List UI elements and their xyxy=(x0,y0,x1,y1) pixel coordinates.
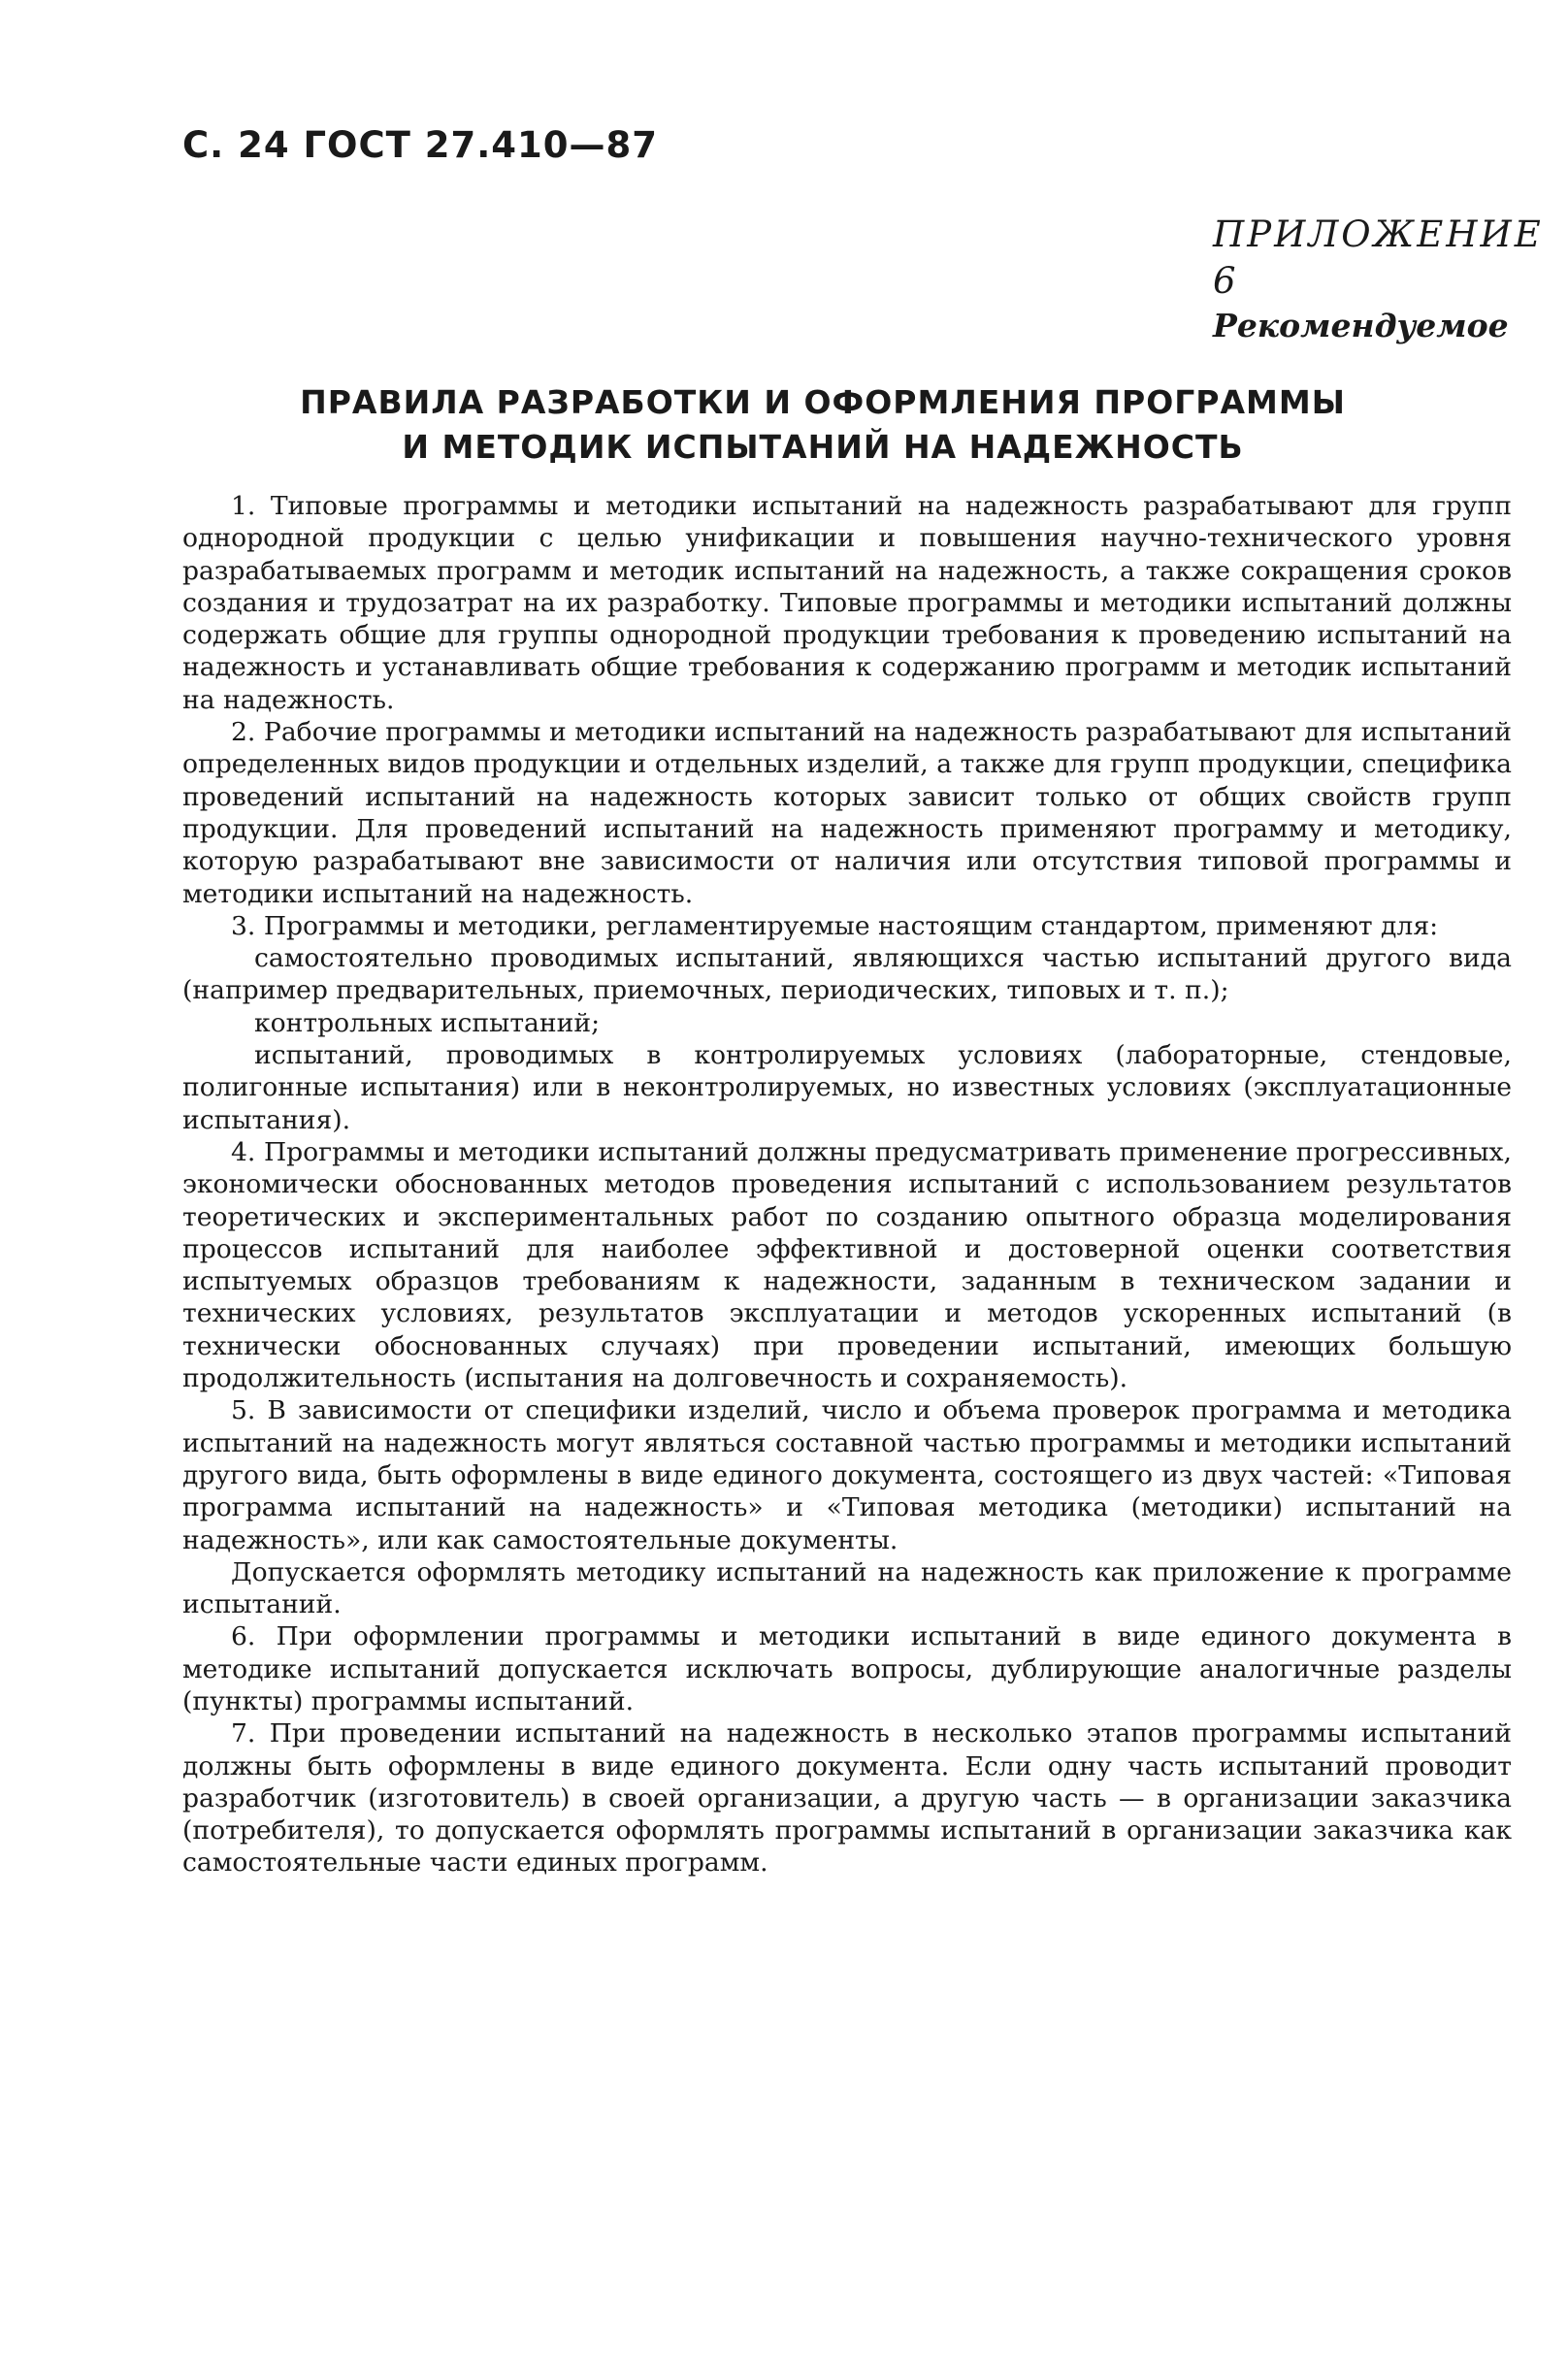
paragraph-4: 4. Программы и методики испытаний должны предусматривать применение прогрессивных, экономически обоснованных методов проведения испытаний с использованием результатов теоретических и экспериментальных работ по созданию опытного образца моделирования процессов испытаний для наиболее эффективной и достоверной оценки соответствия испытуемых образцов требованиям к надежности, заданным в техническом задании и технических условиях, результатов эксплуатации и методов ускоренных испытаний (в технически обоснованных случаях) при проведении испытаний, имеющих большую продолжительность (испытания на долговечность и сохраняемость). xyxy=(182,1136,1512,1394)
paragraph-3-item-a: самостоятельно проводимых испытаний, являющихся частью испытаний другого вида (например предварительных, приемочных, периодических, типовых и т. п.); xyxy=(182,943,1512,1006)
title-line-1: ПРАВИЛА РАЗРАБОТКИ И ОФОРМЛЕНИЯ ПРОГРАММЫ xyxy=(300,383,1346,421)
title-line-2: И МЕТОДИК ИСПЫТАНИЙ НА НАДЕЖНОСТЬ xyxy=(402,428,1244,466)
paragraph-3-item-b: контрольных испытаний; xyxy=(254,1007,601,1038)
paragraph-2: 2. Рабочие программы и методики испытаний на надежность разрабатывают для испытаний определенных видов продукции и отдельных изделий, а также для групп продукции, специфика проведений испытаний на надежность которых зависит только от общих свойств групп продукции. Для проведений испытаний на надежность применяют программу и методику, которую разрабатывают вне зависимости от наличия или отсутствия типовой программы и методики испытаний на надежность. xyxy=(182,717,1512,909)
paragraph-3: 3. Программы и методики, регламентируемые настоящим стандартом, применяют для: xyxy=(231,910,1439,941)
paragraph-5-note: Допускается оформлять методику испытаний на надежность как приложение к программе испытаний. xyxy=(182,1556,1512,1620)
paragraph-5: 5. В зависимости от специфики изделий, число и объема проверок программа и методика испытаний на надежность могут являться составной частью программы и методики испытаний другого вида, быть оформлены в виде единого документа, состоящего из двух частей: «Типовая программа испытаний на надежность» и «Типовая методика (методики) испытаний на надежность», или как самостоятельные документы. xyxy=(182,1395,1512,1555)
paragraph-3-item-c: испытаний, проводимых в контролируемых условиях (лабораторные, стендовые, полигонные испытания) или в неконтролируемых, но известных условиях (эксплуатационные испытания). xyxy=(182,1040,1512,1135)
appendix-block xyxy=(1168,212,1544,347)
paragraph-6: 6. При оформлении программы и методики испытаний в виде единого документа в методике испытаний допускается исключать вопросы, дублирующие аналогичные разделы (пункты) программы испытаний. xyxy=(182,1621,1512,1716)
document-title xyxy=(146,380,1500,470)
page-header: С. 24 ГОСТ 27.410—87 xyxy=(182,124,659,166)
appendix-label: ПРИЛОЖЕНИЕ 6 xyxy=(1213,213,1544,302)
appendix-status: Рекомендуемое xyxy=(1213,307,1509,344)
paragraph-1: 1. Типовые программы и методики испытаний на надежность разрабатывают для групп однородной продукции с целью унификации и повышения научно-технического уровня разрабатываемых программ и методик испытаний на надежность, а также сокращения сроков создания и трудозатрат на их разработку. Типовые программы и методики испытаний должны содержать общие для группы однородной продукции требования к проведению испытаний на надежность и устанавливать общие требования к содержанию программ и методик испытаний на надежность. xyxy=(182,491,1512,715)
body-text xyxy=(182,490,1512,1879)
paragraph-7: 7. При проведении испытаний на надежность в несколько этапов программы испытаний должны быть оформлены в виде единого документа. Если одну часть испытаний проводит разработчик (изготовитель) в своей организации, а другую часть — в организации заказчика (потребителя), то допускается оформлять программы испытаний в организации заказчика как самостоятельные части единых программ. xyxy=(182,1718,1512,1879)
